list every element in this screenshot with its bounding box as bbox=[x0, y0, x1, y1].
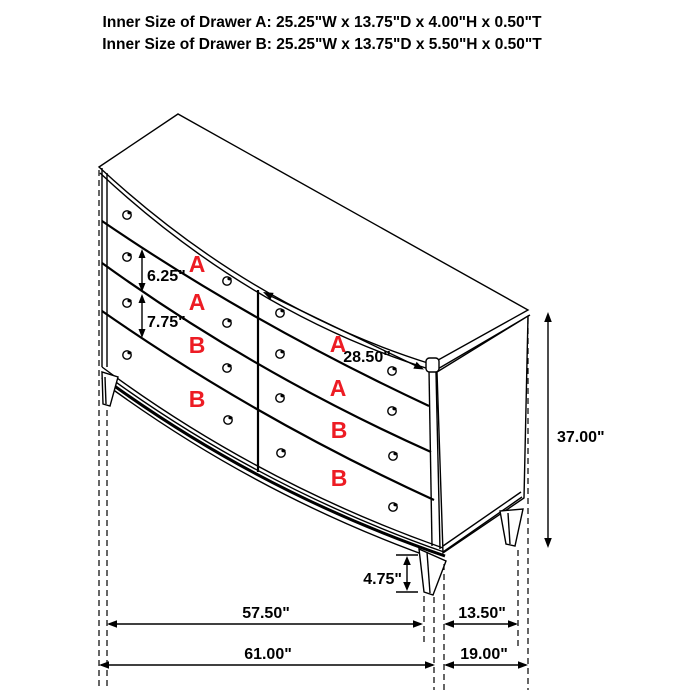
dimension-leg-height bbox=[363, 555, 418, 592]
knob bbox=[123, 211, 132, 219]
knob bbox=[223, 277, 232, 285]
drawer-label-left-4: B bbox=[188, 386, 206, 412]
back-right-leg bbox=[500, 509, 523, 546]
front-left-leg bbox=[102, 372, 118, 406]
corner-cap bbox=[426, 358, 439, 372]
dimension-leg-height-label: 4.75" bbox=[363, 571, 402, 588]
knob bbox=[223, 364, 232, 372]
dimension-overall-height-label: 37.00" bbox=[557, 429, 605, 446]
drawer-label-right-2: A bbox=[329, 375, 347, 401]
knob bbox=[123, 351, 132, 359]
knob bbox=[388, 367, 397, 375]
dimension-front-base-width bbox=[107, 605, 423, 628]
dimension-drawer-b-height bbox=[139, 294, 186, 338]
drawer-label-right-1: A bbox=[329, 331, 347, 357]
knob bbox=[388, 407, 397, 415]
bottom-molding-line-2 bbox=[102, 372, 444, 552]
knob bbox=[224, 416, 233, 424]
dimension-overall-height bbox=[544, 312, 604, 548]
knob bbox=[276, 394, 285, 402]
title-line-drawer-b: Inner Size of Drawer B: 25.25"W x 13.75"D x 5.50"H x 0.50"T bbox=[102, 36, 542, 53]
dimension-drawer-a-height bbox=[139, 249, 186, 292]
drawer-label-left-1: A bbox=[188, 251, 206, 277]
dimension-drawer-width-label: 28.50" bbox=[343, 349, 391, 366]
dimension-overall-width-label: 61.00" bbox=[244, 646, 292, 663]
dimension-front-base-width-label: 57.50" bbox=[242, 605, 290, 622]
knob bbox=[276, 350, 285, 358]
knob bbox=[123, 299, 132, 307]
drawer-label-left-2: A bbox=[188, 289, 206, 315]
drawer-label-right-3: B bbox=[330, 417, 348, 443]
dimension-overall-width bbox=[99, 646, 435, 669]
knob bbox=[276, 309, 285, 317]
title-line-drawer-a: Inner Size of Drawer A: 25.25"W x 13.75"D x 4.00"H x 0.50"T bbox=[102, 14, 542, 31]
knob bbox=[389, 452, 398, 460]
drawer-label-left-3: B bbox=[188, 332, 206, 358]
drawer-label-right-4: B bbox=[330, 465, 348, 491]
knob bbox=[389, 503, 398, 511]
dimension-overall-depth-label: 19.00" bbox=[460, 646, 508, 663]
dimension-drawer-a-height-label: 6.25" bbox=[147, 268, 186, 285]
dimension-side-base-depth-label: 13.50" bbox=[458, 605, 506, 622]
knob bbox=[277, 449, 286, 457]
dimension-overall-depth bbox=[444, 646, 528, 669]
dimension-side-base-depth bbox=[444, 605, 518, 628]
right-stile-left-edge bbox=[429, 370, 432, 546]
dresser-drawing bbox=[99, 114, 530, 595]
knob bbox=[123, 253, 132, 261]
knob bbox=[223, 319, 232, 327]
dimension-drawer-b-height-label: 7.75" bbox=[147, 314, 186, 331]
